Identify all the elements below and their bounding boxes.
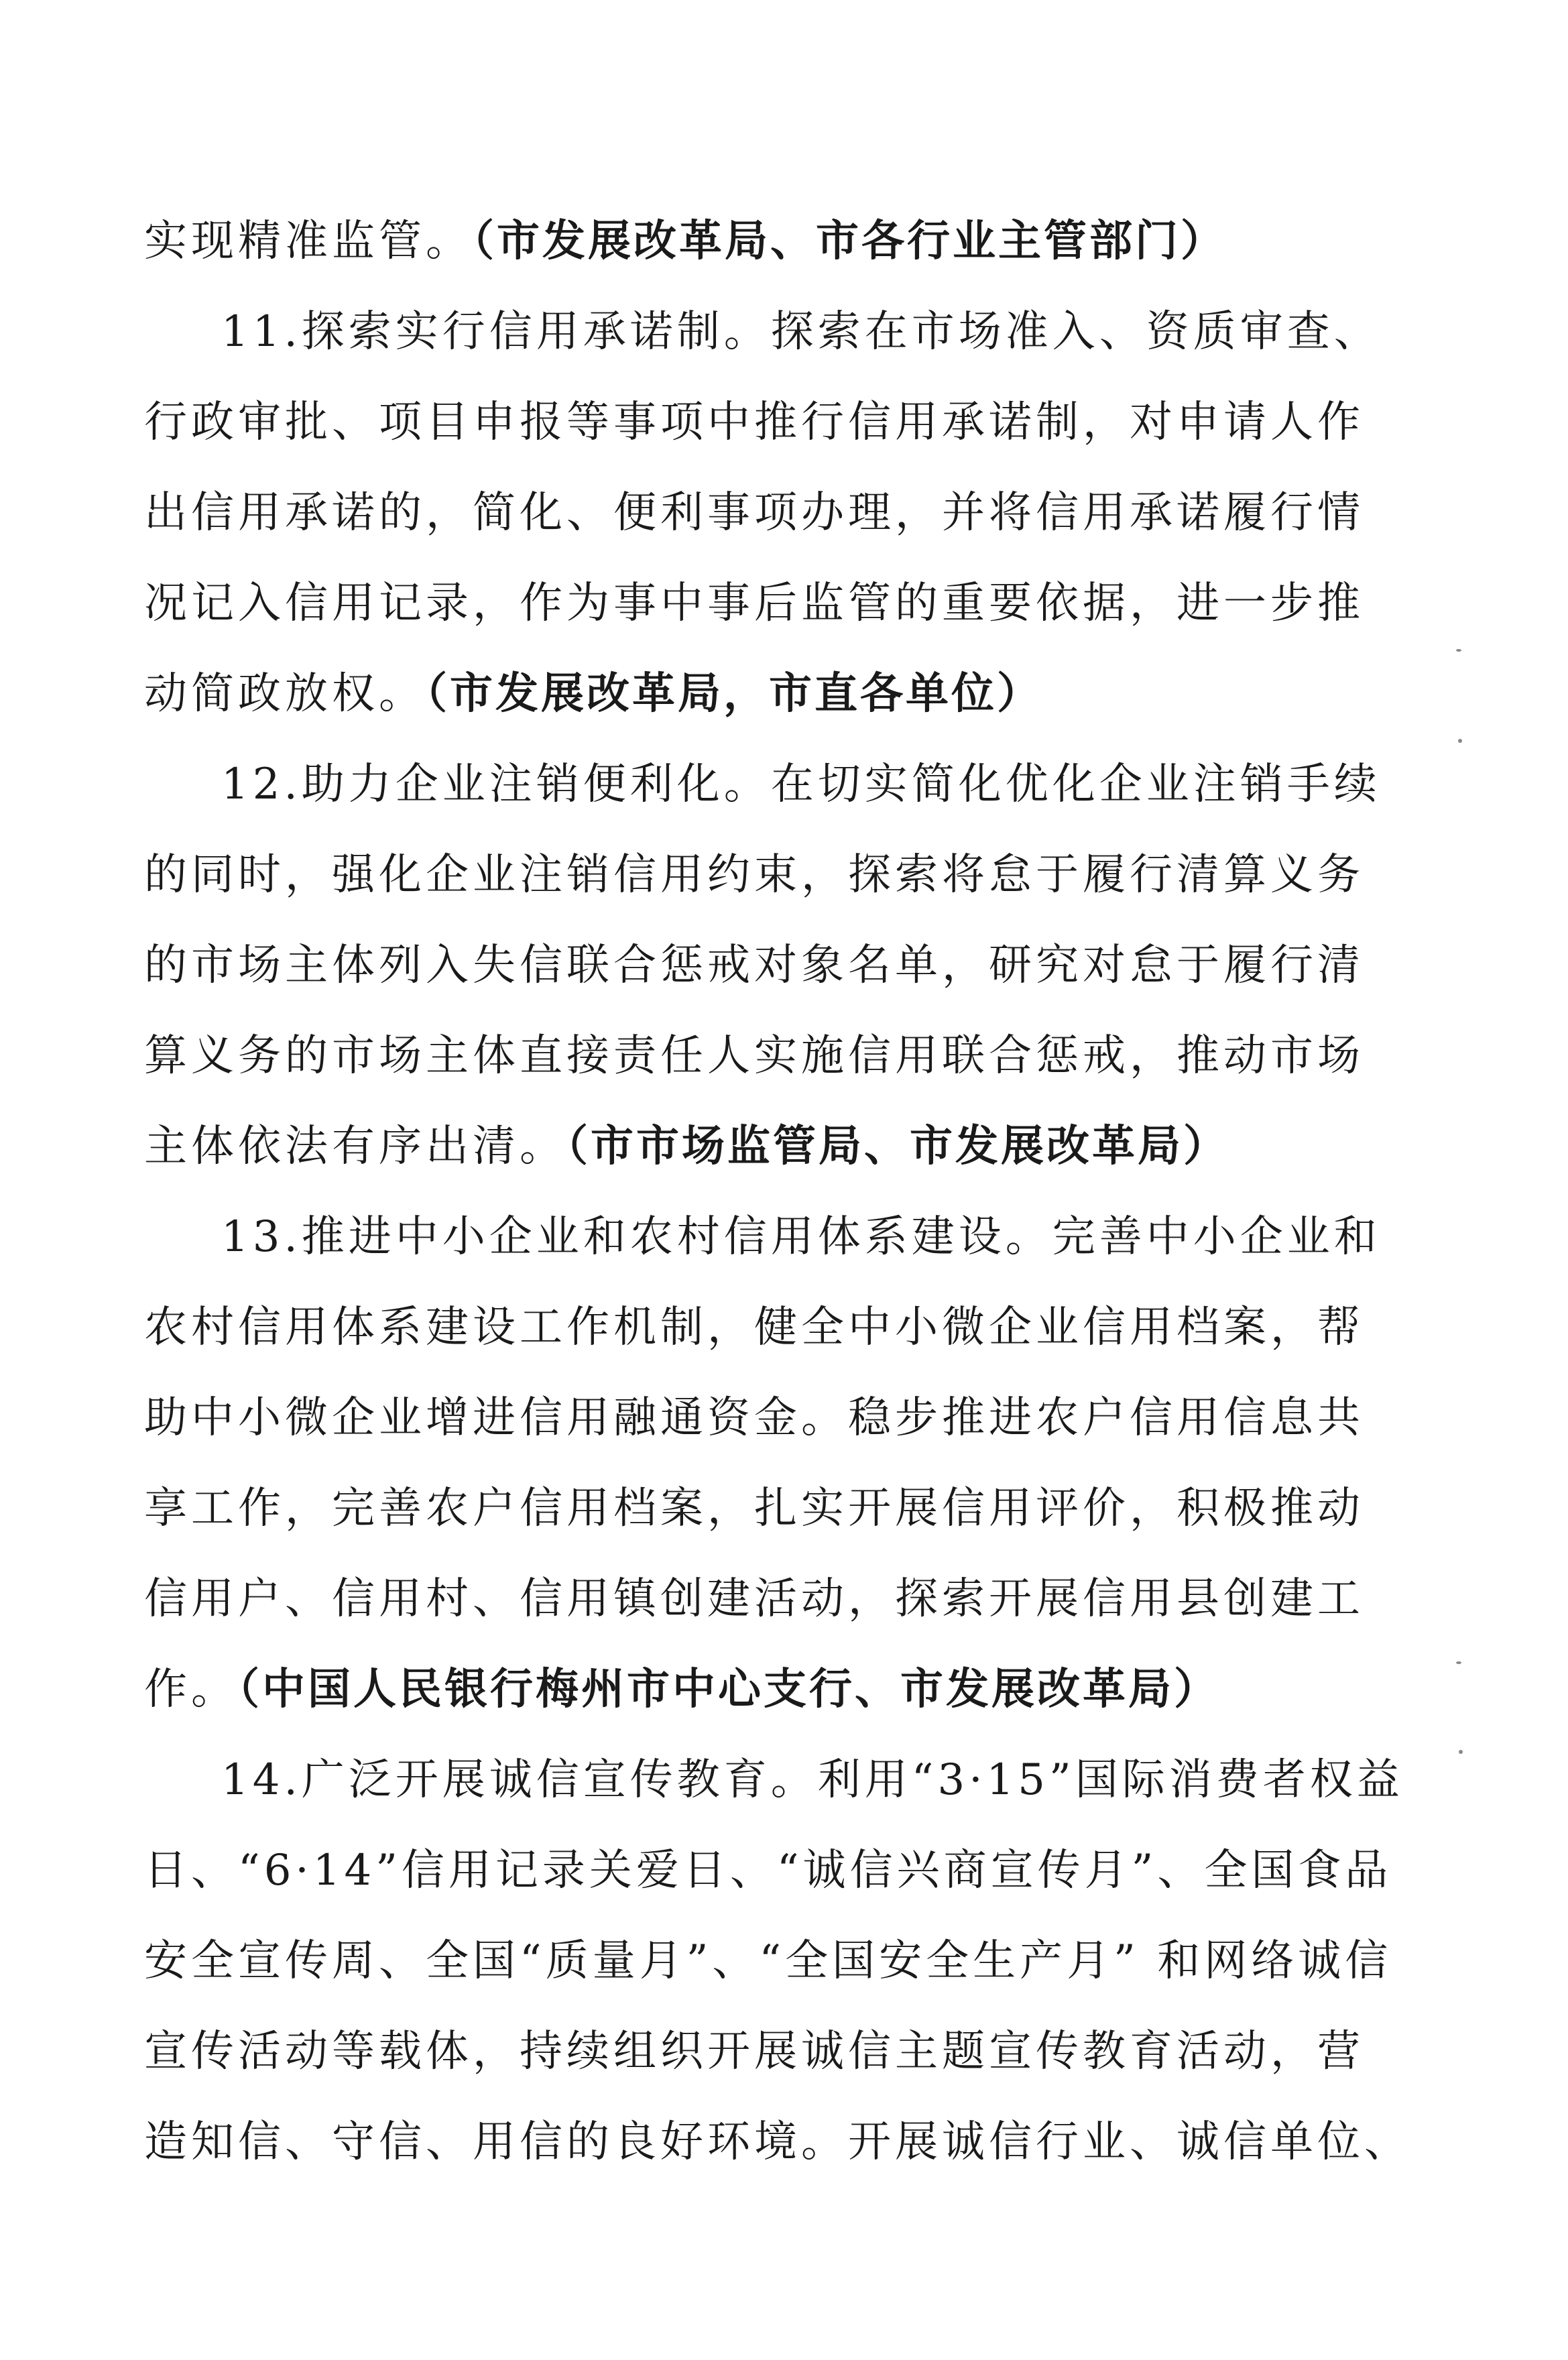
text-line: 造知信、守信、用信的良好环境。开展诚信行业、诚信单位、 bbox=[144, 2117, 1411, 2167]
text-line: 日、“6·14”信用记录关爱日、“诚信兴商宣传月”、全国食品 bbox=[144, 1846, 1392, 1895]
text-line: 农村信用体系建设工作机制，健全中小微企业信用档案，帮 bbox=[144, 1303, 1364, 1352]
text-line: 信用户、信用村、信用镇创建活动，探索开展信用县创建工 bbox=[144, 1574, 1364, 1624]
responsible-agency: （市发展改革局，市直各单位） bbox=[426, 669, 1042, 719]
scan-speck bbox=[1456, 649, 1461, 652]
text-line bbox=[144, 215, 1297, 268]
scan-speck bbox=[1456, 1661, 1461, 1664]
text-line bbox=[221, 1210, 1381, 1264]
text-line: 助中小微企业增进信用融通资金。稳步推进农户信用信息共 bbox=[144, 1393, 1364, 1443]
text-line bbox=[144, 1663, 1297, 1716]
text-line: 的同时，强化企业注销信用约束，探索将怠于履行清算义务 bbox=[144, 850, 1364, 900]
text-line bbox=[144, 1120, 1297, 1173]
text-line: 安全宣传周、全国“质量月”、“全国安全生产月” 和网络诚信 bbox=[144, 1936, 1392, 1986]
text-line: 的市场主体列入失信联合惩戒对象名单，研究对怠于履行清 bbox=[144, 941, 1364, 990]
text-line: 宣传活动等载体，持续组织开展诚信主题宣传教育活动，营 bbox=[144, 2027, 1364, 2076]
section-heading: 13.推进中小企业和农村信用体系建设。 bbox=[221, 1212, 1052, 1262]
responsible-agency: （市发展改革局、市各行业主管部门） bbox=[473, 217, 1226, 266]
body-text: 主体依法有序出清。 bbox=[144, 1122, 566, 1171]
body-text: 作。 bbox=[144, 1665, 238, 1714]
text-line: 行政审批、项目申报等事项中推行信用承诺制，对申请人作 bbox=[144, 398, 1364, 447]
body-text: 动简政放权。 bbox=[144, 669, 426, 719]
responsible-agency: （市市场监管局、市发展改革局） bbox=[566, 1122, 1229, 1171]
text-line bbox=[144, 667, 1297, 721]
text-line: 况记入信用记录，作为事中事后监管的重要依据，进一步推 bbox=[144, 579, 1364, 628]
body-text: 实现精准监管。 bbox=[144, 217, 473, 266]
text-line: 享工作，完善农户信用档案，扎实开展信用评价，积极推动 bbox=[144, 1484, 1364, 1533]
section-heading: 12.助力企业注销便利化。 bbox=[221, 760, 771, 809]
text-line bbox=[221, 758, 1381, 811]
scan-speck bbox=[1459, 1750, 1463, 1754]
responsible-agency: （中国人民银行梅州市中心支行、市发展改革局） bbox=[238, 1665, 1219, 1714]
body-text: 探索在市场准入、资质审查、 bbox=[770, 307, 1381, 357]
body-text: 完善中小企业和 bbox=[1052, 1212, 1381, 1262]
text-line bbox=[221, 1753, 1404, 1807]
text-line: 出信用承诺的，简化、便利事项办理，并将信用承诺履行情 bbox=[144, 488, 1364, 538]
text-line: 算义务的市场主体直接责任人实施信用联合惩戒，推动市场 bbox=[144, 1031, 1364, 1081]
section-heading: 14.广泛开展诚信宣传教育。 bbox=[221, 1755, 818, 1805]
text-line bbox=[221, 305, 1381, 359]
body-text: 利用“3·15”国际消费者权益 bbox=[817, 1755, 1404, 1805]
body-text: 在切实简化优化企业注销手续 bbox=[770, 760, 1381, 809]
section-heading: 11.探索实行信用承诺制。 bbox=[221, 307, 771, 357]
scan-speck bbox=[1458, 739, 1462, 743]
